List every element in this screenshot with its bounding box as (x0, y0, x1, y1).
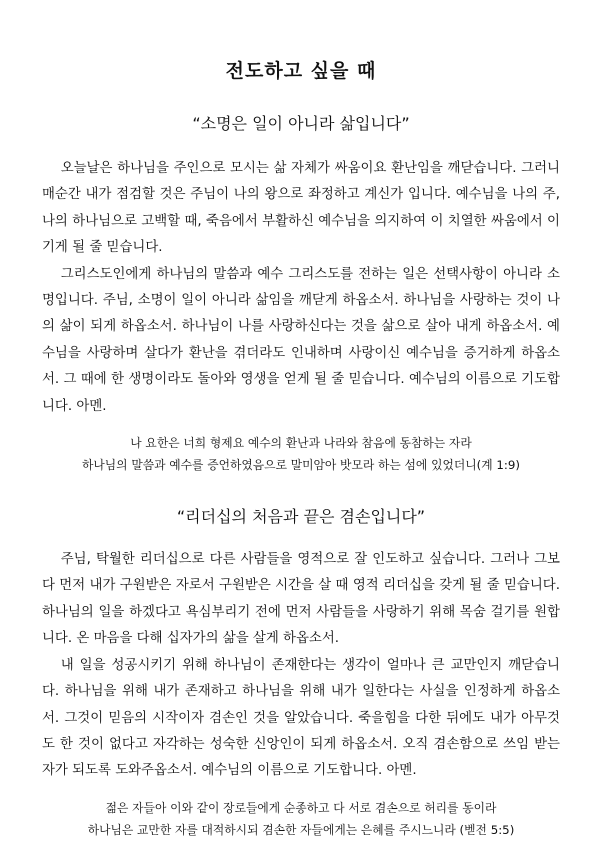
page-title: 전도하고 싶을 때 (225, 60, 377, 82)
body-paragraph: 오늘날은 하나님을 주인으로 모시는 삶 자체가 싸움이요 환난임을 깨닫습니다. 그러니 매순간 내가 점검할 것은 주님이 나의 왕으로 좌정하고 계신가 입니다. 예수님을 나의 주, 나의 하나님으로 고백할 때, 죽음에서 부활하신 예수님을 의지하여 이 치열한 싸움에서 이기게 될 줄 믿습니다. (42, 161, 560, 256)
section-leadership (42, 504, 560, 841)
section-calling (42, 111, 560, 476)
body-paragraph: 그리스도인에게 하나님의 말씀과 예수 그리스도를 전하는 일은 선택사항이 아니라 소명입니다. 주님, 소명이 일이 아니라 삶임을 깨닫게 하옵소서. 하나님을 사랑하는 것이 나의 삶이 되게 하옵소서. 하나님이 나를 사랑하신다는 것을 삶으로 살아 내게 하옵소서. 예수님을 사랑하며 살다가 환난을 겪더라도 인내하며 사랑이신 예수님을 증거하게 하옵소서. 그 때에 한 생명이라도 돌아와 영생을 얻게 될 줄 믿습니다. 예수님의 이름으로 기도합니다. 아멘. (42, 266, 560, 414)
scripture-line: 젊은 자들아 이와 같이 장로들에게 순종하고 다 서로 겸손으로 허리를 동이라 (105, 800, 497, 815)
scripture-line: 하나님은 교만한 자를 대적하시되 겸손한 자들에게는 은혜를 주시느니라 (벧전 5:5) (87, 822, 515, 837)
body-paragraph: 내 일을 성공시키기 위해 하나님이 존재한다는 생각이 얼마나 큰 교만인지 깨닫습니다. 하나님을 위해 내가 존재하고 하나님을 위해 내가 일한다는 사실을 인정하게 하옵소서. 그것이 믿음의 시작이자 겸손인 것을 알았습니다. 죽을힘을 다한 뒤에도 내가 아무것도 한 것이 없다고 자각하는 성숙한 신앙인이 되게 하옵소서. 오직 겸손함으로 쓰임 받는 자가 되도록 도와주옵소서. 예수님의 이름으로 기도합니다. 아멘. (42, 657, 560, 779)
scripture-quote (42, 432, 560, 476)
scripture-line: 하나님의 말씀과 예수를 증언하였음으로 말미암아 밧모라 하는 섬에 있었더니(계 1:9) (81, 458, 520, 473)
section-heading: “소명은 일이 아니라 삶입니다” (192, 114, 410, 133)
scripture-line: 나 요한은 너희 형제요 예수의 환난과 나라와 참음에 동참하는 자라 (130, 436, 472, 451)
scripture-quote (42, 797, 560, 841)
section-heading: “리더십의 처음과 끝은 겸손입니다” (176, 507, 426, 527)
body-paragraph: 주님, 탁월한 리더십으로 다른 사람들을 영적으로 잘 인도하고 싶습니다. 그러나 그보다 먼저 내가 구원받은 자로서 구원받은 시간을 살 때 영적 리더십을 갖게 될 줄 믿습니다. 하나님의 일을 하겠다고 욕심부리기 전에 먼저 사람들을 사랑하기 위해 목숨 걸기를 원합니다. 온 마음을 다해 십자가의 삶을 살게 하옵소서. (42, 552, 560, 647)
